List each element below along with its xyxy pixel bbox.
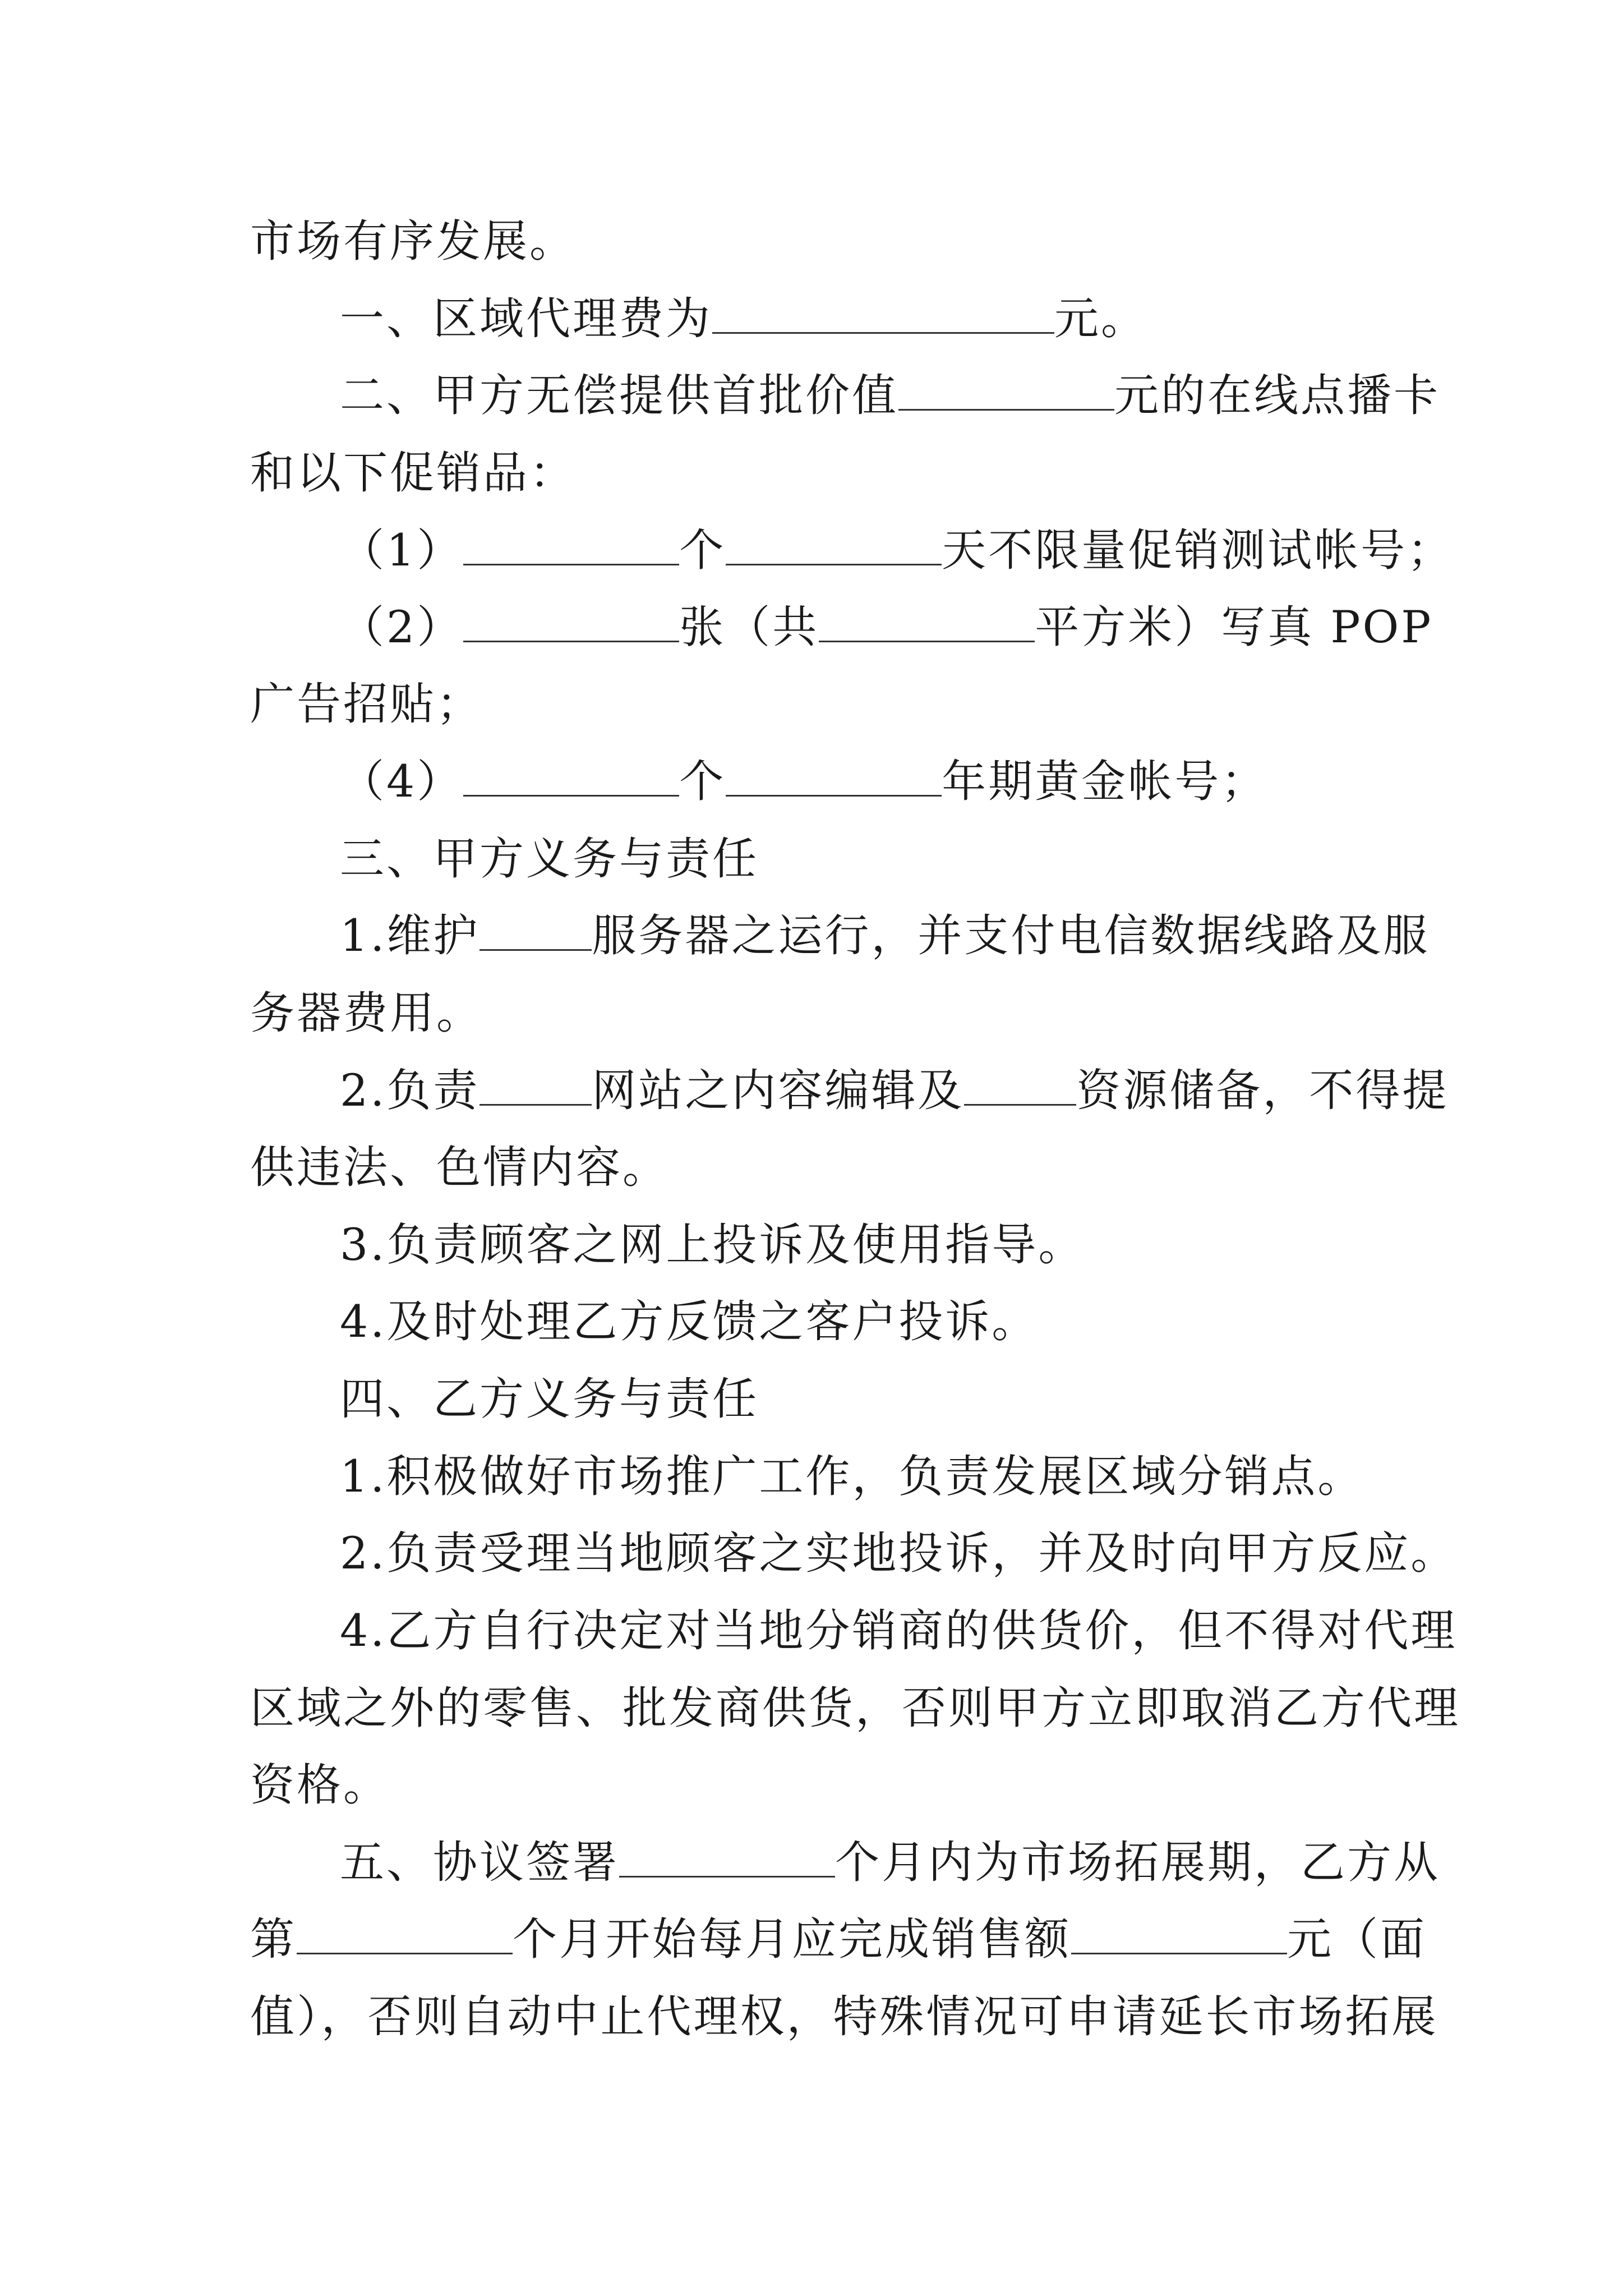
- paragraph-line: [340, 751, 1267, 812]
- fill-in-blank: [712, 293, 1054, 334]
- paragraph-line: [250, 1754, 390, 1816]
- paragraph-line: [250, 210, 576, 272]
- text-run: 元。: [1054, 293, 1147, 344]
- text-run: 四、乙方义务与责任: [340, 1373, 759, 1425]
- text-run: 二、甲方无偿提供首批价值: [340, 370, 898, 421]
- paragraph-line: [340, 288, 1147, 349]
- fill-in-blank: [964, 1065, 1076, 1106]
- paragraph-line: [340, 1214, 1085, 1276]
- text-run: 元（面: [1287, 1913, 1427, 1965]
- paragraph-line: [340, 1522, 1457, 1584]
- paragraph-line: [340, 1600, 1457, 1662]
- text-run: 1.维护: [340, 910, 480, 961]
- fill-in-blank: [463, 756, 679, 797]
- text-run: 个月开始每月应完成销售额: [513, 1913, 1071, 1965]
- paragraph-line: [250, 982, 483, 1044]
- text-run: 个月内为市场拓展期，乙方从: [835, 1837, 1440, 1888]
- text-run: 区域之外的零售、批发商供货，否则甲方立即取消乙方代理: [250, 1682, 1460, 1734]
- text-run: 4.及时处理乙方反馈之客户投诉。: [340, 1296, 1039, 1347]
- text-run: 务器费用。: [250, 987, 483, 1039]
- fill-in-blank: [463, 601, 679, 642]
- paragraph-line: [340, 905, 1430, 967]
- paragraph-line: [250, 673, 483, 735]
- section-heading: [340, 828, 759, 890]
- fill-in-blank: [463, 524, 679, 565]
- paragraph-line: [340, 1060, 1449, 1121]
- text-run: 天不限量促销测试帐号；: [942, 524, 1454, 576]
- fill-in-blank: [726, 524, 942, 565]
- fill-in-blank: [1071, 1913, 1287, 1954]
- text-run: 值），否则自动中止代理权，特殊情况可申请延长市场拓展: [250, 1991, 1438, 2042]
- paragraph-line: [250, 1986, 1438, 2047]
- text-run: 个: [679, 524, 726, 576]
- text-run: 2.负责受理当地顾客之实地投诉，并及时向甲方反应。: [340, 1527, 1458, 1579]
- text-run: 网站之内容编辑及: [592, 1065, 965, 1116]
- text-run: （2）: [340, 601, 464, 653]
- text-run: 3.负责顾客之网上投诉及使用指导。: [340, 1219, 1085, 1271]
- text-run: 一、区域代理费为: [340, 293, 712, 344]
- text-run: 服务器之运行，并支付电信数据线路及服: [592, 910, 1430, 961]
- text-run: 元的在线点播卡: [1114, 370, 1440, 421]
- fill-in-blank: [819, 601, 1035, 642]
- text-run: 平方米）写真 POP: [1035, 601, 1433, 653]
- paragraph-line: [340, 365, 1440, 426]
- paragraph-line: [340, 1832, 1440, 1893]
- text-run: 市场有序发展。: [250, 215, 576, 267]
- text-run: 资源储备，不得提: [1076, 1065, 1449, 1116]
- text-run: 2.负责: [340, 1065, 480, 1116]
- paragraph-line: [340, 596, 1433, 658]
- paragraph-line: [340, 1291, 1038, 1352]
- text-run: 1.积极做好市场推广工作，负责发展区域分销点。: [340, 1451, 1364, 1502]
- text-run: 资格。: [250, 1759, 390, 1811]
- text-run: 和以下促销品：: [250, 447, 576, 499]
- fill-in-blank: [479, 1065, 592, 1106]
- text-run: 年期黄金帐号；: [942, 756, 1268, 807]
- paragraph-line: [250, 442, 576, 504]
- text-run: （4）: [340, 756, 464, 807]
- paragraph-line: [250, 1677, 1460, 1739]
- fill-in-blank: [479, 910, 592, 951]
- fill-in-blank: [898, 370, 1114, 411]
- text-run: 供违法、色情内容。: [250, 1142, 669, 1193]
- paragraph-line: [340, 1446, 1364, 1507]
- fill-in-blank: [726, 756, 942, 797]
- text-run: 三、甲方义务与责任: [340, 833, 759, 885]
- text-run: （1）: [340, 524, 464, 576]
- fill-in-blank: [619, 1837, 835, 1878]
- text-run: 第: [250, 1913, 297, 1965]
- paragraph-line: [340, 519, 1454, 581]
- section-heading: [340, 1368, 759, 1430]
- paragraph-line: [250, 1908, 1427, 1970]
- text-run: 广告招贴；: [250, 678, 483, 730]
- text-run: 个: [679, 756, 726, 807]
- fill-in-blank: [297, 1913, 513, 1954]
- text-run: 4.乙方自行决定对当地分销商的供货价，但不得对代理: [340, 1605, 1458, 1657]
- text-run: 张（共: [679, 601, 819, 653]
- text-run: 五、协议签署: [340, 1837, 619, 1888]
- paragraph-line: [250, 1137, 669, 1198]
